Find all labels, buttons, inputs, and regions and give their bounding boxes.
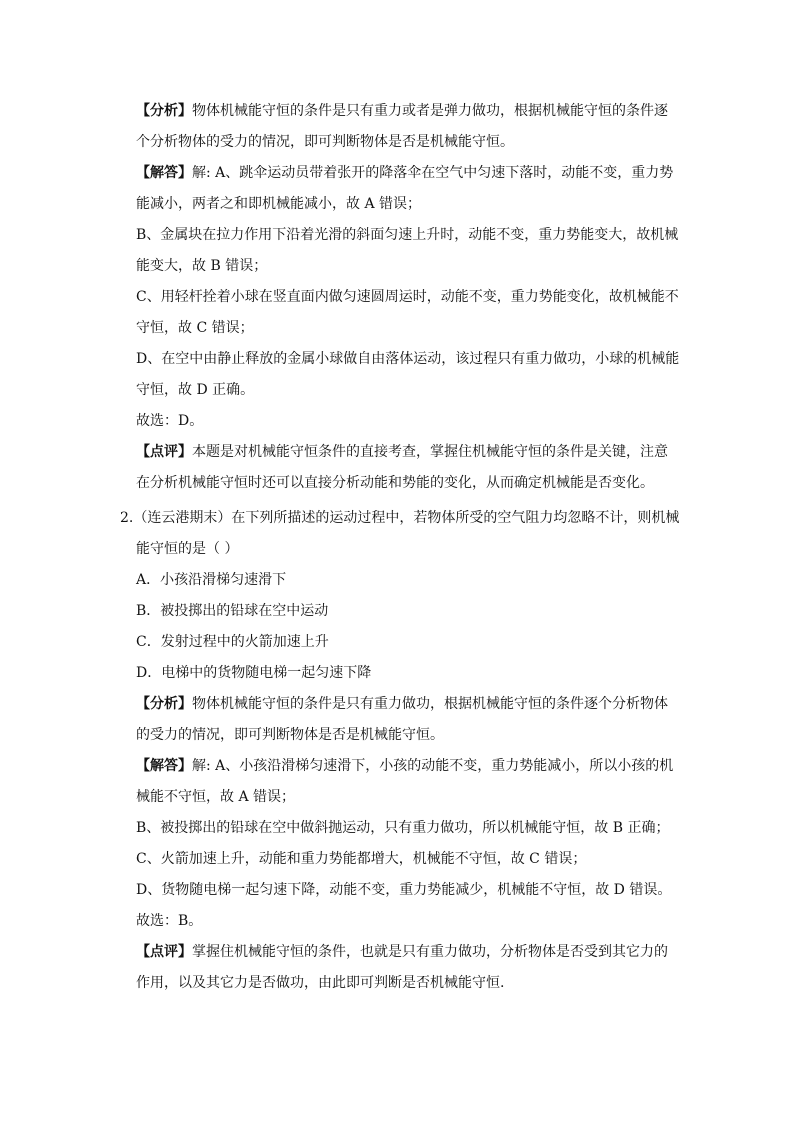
q1-analysis-line-1: 【分析】物体机械能守恒的条件是只有重力或者是弹力做功，根据机械能守恒的条件逐	[136, 103, 668, 119]
q2-analysis-tag: 【分析】	[136, 696, 192, 712]
q2-analysis-line-2: 的受力的情况，即可判断物体是否是机械能守恒。	[136, 727, 444, 743]
q2-solution	[136, 565, 676, 999]
q1-comment-line-1: 【点评】本题是对机械能守恒条件的直接考查，掌握住机械能守恒的条件是关键，注意	[136, 444, 668, 460]
q1-solution	[136, 96, 680, 499]
q1-answer-line-5: C、用轻杆拴着小球在竖直面内做匀速圆周运时，动能不变，重力势能变化，故机械能不	[136, 289, 679, 305]
q2-analysis-line-1: 【分析】物体机械能守恒的条件是只有重力做功，根据机械能守恒的条件逐个分析物体	[136, 696, 668, 712]
q2-option-a: A．小孩沿滑梯匀速滑下	[136, 572, 287, 588]
q1-answer-line-9: 故选：D。	[136, 413, 204, 429]
q2-option-b: B．被投掷出的铅球在空中运动	[136, 603, 329, 619]
q2-answer-tag: 【解答】	[136, 758, 192, 774]
q1-comment-line-2: 在分析机械能守恒时还可以直接分析动能和势能的变化，从而确定机械能是否变化。	[136, 475, 654, 491]
q1-answer-line-7: D、在空中由静止释放的金属小球做自由落体运动，该过程只有重力做功，小球的机械能	[136, 351, 680, 367]
q1-answer-line-4: 能变大，故 B 错误；	[136, 258, 268, 274]
q2-answer-line-2: 械能不守恒，故 A 错误；	[136, 789, 296, 805]
q2-comment-line-2: 作用，以及其它力是否做功，由此即可判断是否机械能守恒.	[136, 975, 505, 991]
q2-answer-line-4: C、火箭加速上升，动能和重力势能都增大，机械能不守恒，故 C 错误；	[136, 851, 587, 867]
q1-analysis-line-2: 个分析物体的受力的情况，即可判断物体是否是机械能守恒。	[136, 134, 514, 150]
q2-option-d: D．电梯中的货物随电梯一起匀速下降	[136, 665, 372, 681]
q1-comment-tag: 【点评】	[136, 444, 192, 460]
q2-answer-line-1: 【解答】解: A、小孩沿滑梯匀速滑下，小孩的动能不变，重力势能减小，所以小孩的机	[136, 758, 674, 774]
q1-answer-line-6: 守恒，故 C 错误；	[136, 320, 254, 336]
q1-analysis-tag: 【分析】	[136, 103, 192, 119]
q2-stem-line-1: 2.（连云港期末）在下列所描述的运动过程中，若物体所受的空气阻力均忽略不计，则机械	[120, 510, 680, 526]
q2-option-c: C．发射过程中的火箭加速上升	[136, 634, 329, 650]
q2-comment-line-1: 【点评】掌握住机械能守恒的条件，也就是只有重力做功，分析物体是否受到其它力的	[136, 944, 668, 960]
q2-answer-line-3: B、被投掷出的铅球在空中做斜抛运动，只有重力做功，所以机械能守恒，故 B 正确；	[136, 820, 670, 836]
q1-answer-line-3: B、金属块在拉力作用下沿着光滑的斜面匀速上升时，动能不变，重力势能变大，故机械	[136, 227, 679, 243]
q2-answer-line-5: D、货物随电梯一起匀速下降，动能不变，重力势能减少，机械能不守恒，故 D 错误。	[136, 882, 672, 898]
q1-answer-line-2: 能减小，两者之和即机械能减小，故 A 错误；	[136, 196, 422, 212]
q2-comment-tag: 【点评】	[136, 944, 192, 960]
q2-answer-line-6: 故选：B。	[136, 913, 203, 929]
q2-stem-line-2: 能守恒的是（ ）	[136, 541, 239, 557]
q1-answer-tag: 【解答】	[136, 165, 192, 181]
q1-answer-line-8: 守恒，故 D 正确。	[136, 382, 255, 398]
q2-stem	[120, 503, 680, 565]
q1-answer-line-1: 【解答】解: A、跳伞运动员带着张开的降落伞在空气中匀速下落时，动能不变，重力势	[136, 165, 674, 181]
